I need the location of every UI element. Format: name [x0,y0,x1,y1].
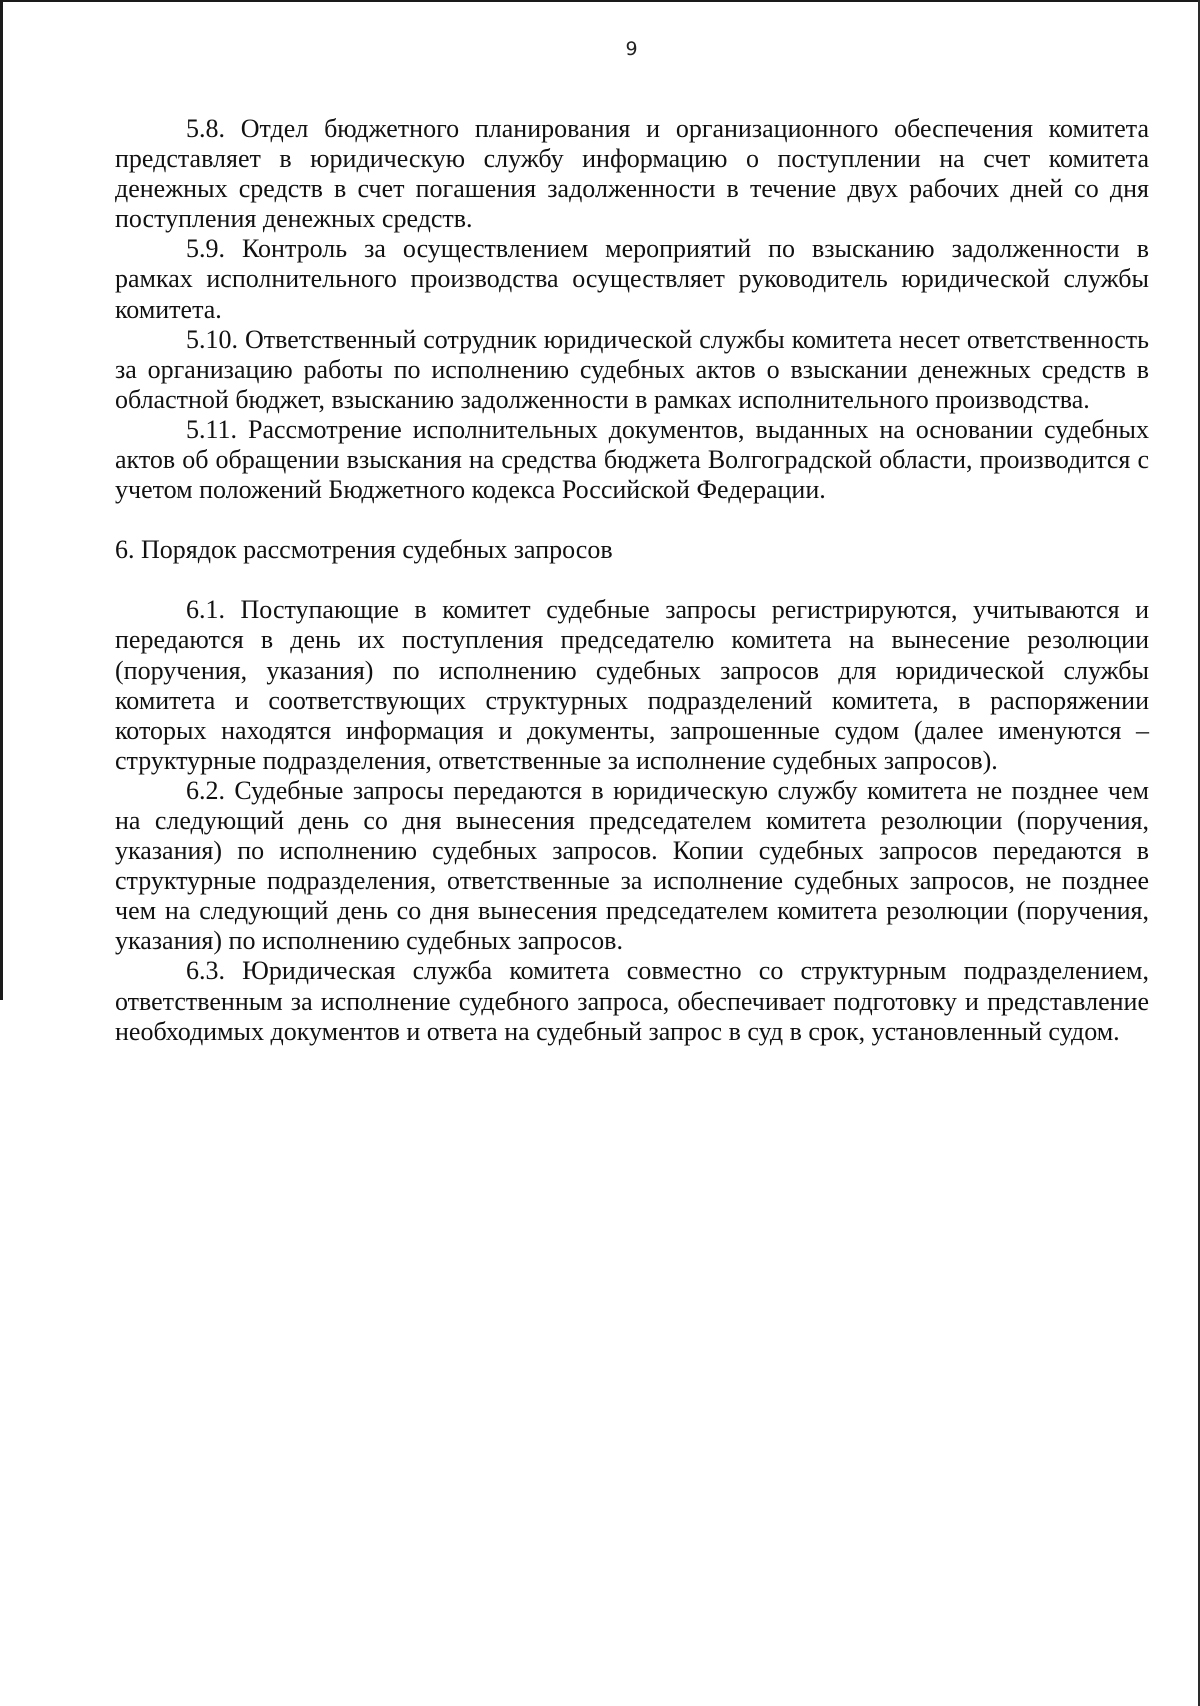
section-6-heading: 6. Порядок рассмотрения судебных запросов [115,535,613,565]
scan-edge-top [0,0,1200,2]
paragraph-5-9: 5.9. Контроль за осуществлением мероприятий по взысканию задолженности в рамках исполнительного производства осуществляет руководитель юридической службы комитета. [115,234,1149,324]
paragraph-6-1: 6.1. Поступающие в комитет судебные запросы регистрируются, учитываются и передаются в день их поступления председателю комитета на вынесение резолюции (поручения, указания) по исполнению судебных запросов для юридической службы комитета и соответствующих структурных подразделений комитета, в распоряжении которых находятся информация и документы, запрошенные судом (далее именуются – структурные подразделения, ответственные за исполнение судебных запросов). [115,595,1149,775]
paragraph-5-8: 5.8. Отдел бюджетного планирования и организационного обеспечения комитета представляет в юридическую службу информацию о поступлении на счет комитета денежных средств в счет погашения задолженности в течение двух рабочих дней со дня поступления денежных средств. [115,114,1149,234]
paragraph-5-10: 5.10. Ответственный сотрудник юридической службы комитета несет ответственность за организацию работы по исполнению судебных актов о взыскании денежных средств в областной бюджет, взысканию задолженности в рамках исполнительного производства. [115,324,1149,414]
document-body [115,114,1149,1047]
paragraph-5-11: 5.11. Рассмотрение исполнительных документов, выданных на основании судебных актов об обращении взыскания на средства бюджета Волгоградской области, производится с учетом положений Бюджетного кодекса Российской Федерации. [115,414,1149,505]
paragraph-6-2: 6.2. Судебные запросы передаются в юридическую службу комитета не позднее чем на следующий день со дня вынесения председателем комитета резолюции (поручения, указания) по исполнению судебных запросов. Копии судебных запросов передаются в структурные подразделения, ответственные за исполнение судебных запросов, не позднее чем на следующий день со дня вынесения председателем комитета резолюции (поручения, указания) по исполнению судебных запросов. [115,775,1149,956]
scan-edge-left [0,0,3,1000]
page-number: 9 [625,38,638,60]
paragraph-6-3: 6.3. Юридическая служба комитета совместно со структурным подразделением, ответственным за исполнение судебного запроса, обеспечивает подготовку и представление необходимых документов и ответа на судебный запрос в суд в срок, установленный судом. [115,956,1149,1046]
